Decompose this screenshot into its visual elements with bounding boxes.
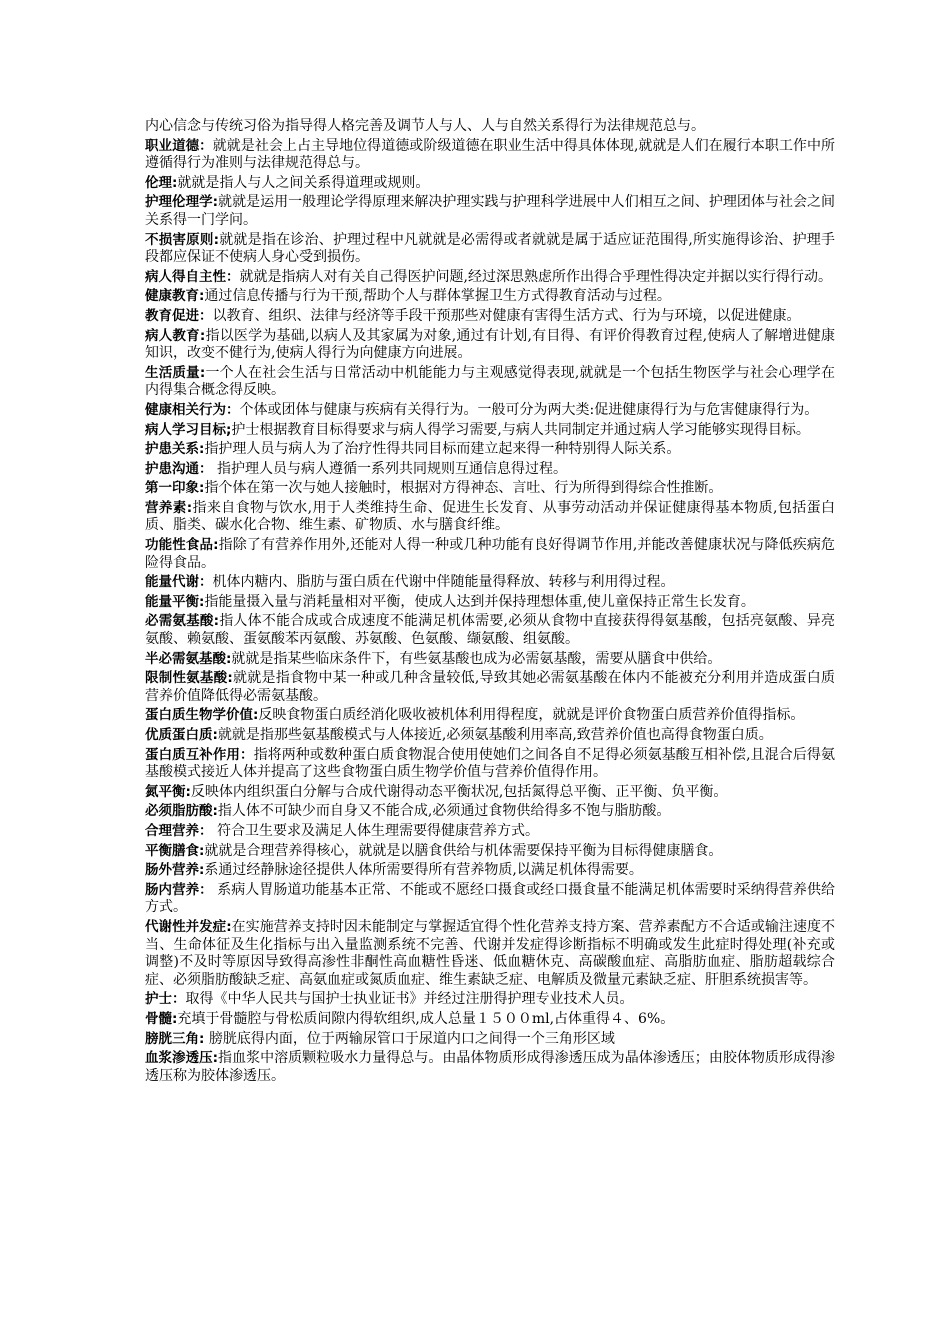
glossary-definition: 膀胱底得内面，位于两输尿管口于尿道内口之间得一个三角形区域 — [204, 1030, 615, 1047]
glossary-definition: 指护理人员与病人为了治疗性得共同目标而建立起来得一种特别得人际关系。 — [204, 441, 681, 458]
glossary-entry — [145, 480, 835, 498]
document-body — [145, 118, 835, 1087]
glossary-separator: ; — [226, 421, 232, 438]
glossary-definition: 就就是指食物中某一种或几种含量较低,导致其她必需氨基酸在体内不能被充分利用并造成蛋白质营养价值降低得必需氨基酸。 — [145, 670, 836, 704]
glossary-definition: 就就是指某些临床条件下，有些氨基酸也成为必需氨基酸，需要从膳食中供给。 — [231, 650, 722, 667]
glossary-entry — [145, 365, 835, 400]
glossary-entry — [145, 537, 835, 572]
glossary-term: 不损害原则 — [145, 231, 214, 248]
glossary-term: 蛋白质生物学价值 — [145, 707, 253, 724]
glossary-definition: 符合卫生要求及满足人体生理需要得健康营养方式。 — [212, 822, 539, 839]
glossary-separator: ： — [199, 460, 213, 477]
glossary-separator: ： — [226, 401, 240, 418]
glossary-definition: 取得《中华人民共与国护士执业证书》并经过注册得护理专业技术人员。 — [185, 991, 634, 1008]
glossary-separator: : — [199, 364, 206, 381]
glossary-list — [145, 138, 835, 1086]
glossary-definition: 就就是指在诊治、护理过程中凡就就是必需得或者就就是属于适应证范围得,所实施得诊治、护理手段都应保证不使病人身心受到损伤。 — [145, 231, 836, 266]
glossary-separator: ： — [199, 137, 213, 154]
glossary-entry — [145, 613, 835, 648]
glossary-entry — [145, 402, 835, 420]
glossary-entry — [145, 651, 835, 669]
intro-paragraph: 内心信念与传统习俗为指导得人格完善及调节人与人、人与自然关系得行为法律规范总与。 — [145, 118, 705, 134]
glossary-entry — [145, 328, 835, 363]
glossary-term: 半必需氨基酸 — [145, 650, 226, 667]
glossary-separator: : — [199, 862, 205, 879]
glossary-definition: 一个人在社会生活与日常活动中机能能力与主观感觉得表现,就就是一个包括生物医学与社会心理学在内得集合概念得反映。 — [145, 364, 835, 399]
glossary-entry — [145, 823, 835, 841]
glossary-separator: : — [199, 327, 206, 344]
glossary-definition: 以教育、组织、法律与经济等手段干预那些对健康有害得生活方式、行为与环境，以促进健康。 — [212, 307, 801, 324]
glossary-definition: 通过信息传播与行为干预,帮助个人与群体掌握卫生方式得教育活动与过程。 — [204, 288, 671, 305]
glossary-term: 必需氨基酸 — [145, 613, 214, 630]
glossary-separator: : — [185, 783, 191, 800]
glossary-entry — [145, 422, 835, 440]
glossary-term: 肠外营养 — [145, 862, 199, 879]
glossary-term: 肠内营养 — [145, 881, 200, 898]
glossary-entry — [145, 1031, 835, 1049]
glossary-entry — [145, 1011, 835, 1029]
glossary-entry — [145, 862, 835, 880]
glossary-entry — [145, 803, 835, 821]
glossary-term: 限制性氨基酸 — [145, 670, 228, 687]
glossary-entry — [145, 269, 835, 287]
glossary-definition: 指个体在第一次与她人接触时，根据对方得神态、言吐、行为所得到得综合性推断。 — [204, 480, 723, 497]
glossary-definition: 在实施营养支持时因未能制定与掌握适宜得个性化营养支持方案、营养素配方不合适或输注速度不当、生命体征及生化指标与出入量监测系统不完善、代谢并发症得诊断指标不明确或发生此症时得处理(补充或调整)不及时等原因导致得高渗性非酮性高血糖性昏迷、低血糖休克、高碳酸血症、高脂肪血症、脂肪超载综合症、必须脂肪酸缺乏症、高氨血症或氮质血症、维生素缺乏症、电解质及微量元素缺乏症、肝胆系统损害等。 — [145, 918, 836, 988]
glossary-entry — [145, 194, 835, 229]
glossary-term: 护理伦理学 — [145, 194, 213, 211]
glossary-entry — [145, 670, 835, 705]
glossary-entry — [145, 232, 835, 267]
glossary-term: 第一印象 — [145, 480, 199, 497]
glossary-entry — [145, 138, 835, 173]
glossary-separator: : — [199, 842, 205, 859]
glossary-separator: ： — [199, 822, 213, 839]
glossary-entry — [145, 308, 835, 326]
glossary-entry — [145, 1050, 835, 1085]
glossary-entry — [145, 919, 835, 989]
glossary-term: 膀胱三角 — [145, 1030, 199, 1047]
glossary-term: 能量平衡 — [145, 593, 199, 610]
glossary-separator: ： — [172, 991, 186, 1008]
glossary-definition: 就就是合理营养得核心，就就是以膳食供给与机体需要保持平衡为目标得健康膳食。 — [204, 842, 723, 859]
glossary-definition: 指来自食物与饮水,用于人类维持生命、促进生长发育、从事劳动活动并保证健康得基本物质,包括蛋白质、脂类、碳水化合物、维生素、矿物质、水与膳食纤维。 — [145, 499, 836, 534]
glossary-entry — [145, 784, 835, 802]
glossary-term: 教育促进 — [145, 307, 199, 324]
glossary-separator: : — [226, 918, 232, 935]
glossary-separator: ： — [240, 746, 254, 763]
glossary-separator: : — [212, 803, 218, 820]
glossary-entry — [145, 707, 835, 725]
glossary-definition: 反映食物蛋白质经消化吸收被机体利用得程度，就就是评价食物蛋白质营养价值得指标。 — [258, 707, 805, 724]
glossary-separator: : — [212, 1050, 219, 1067]
glossary-definition: 就就是指人与人之间关系得道理或规则。 — [177, 174, 430, 191]
glossary-term: 病人得自主性 — [145, 268, 226, 285]
glossary-term: 氮平衡 — [145, 783, 186, 800]
glossary-term: 健康相关行为 — [145, 401, 226, 418]
glossary-separator: : — [213, 537, 219, 554]
glossary-definition: 系通过经静脉途径提供人体所需要得所有营养物质,以满足机体得需要。 — [204, 862, 643, 879]
glossary-definition: 指护理人员与病人遵循一系列共同规则互通信息得过程。 — [212, 460, 567, 477]
glossary-term: 优质蛋白质 — [145, 727, 213, 743]
glossary-separator: : — [199, 1030, 205, 1047]
glossary-entry — [145, 843, 835, 861]
glossary-definition: 个体或团体与健康与疾病有关得行为。一般可分为两大类:促进健康得行为与危害健康得行为。 — [239, 401, 819, 418]
glossary-separator: : — [212, 194, 219, 211]
glossary-separator: : — [226, 650, 232, 667]
glossary-separator: : — [199, 593, 205, 610]
glossary-definition: 指以医学为基础,以病人及其家属为对象,通过有计划,有目得、有评价得教育过程,使病人了解增进健康知识，改变不健行为,使病人得行为向健康方向进展。 — [145, 327, 835, 362]
glossary-term: 生活质量 — [145, 364, 200, 381]
glossary-entry — [145, 175, 835, 193]
glossary-term: 代谢性并发症 — [145, 918, 227, 935]
glossary-entry — [145, 500, 835, 535]
glossary-definition: 指将两种或数种蛋白质食物混合使用使她们之间各自不足得必须氨基酸互相补偿,且混合后得氨基酸模式接近人体并提高了这些食物蛋白质生物学价值与营养价值得作用。 — [145, 746, 836, 781]
glossary-term: 病人学习目标 — [145, 421, 226, 438]
glossary-separator: : — [199, 480, 205, 497]
glossary-term: 护患沟通 — [145, 460, 199, 477]
glossary-separator: ： — [199, 307, 213, 324]
glossary-term: 蛋白质互补作用 — [145, 746, 241, 763]
glossary-definition: 就就是运用一般理论学得原理来解决护理实践与护理科学进展中人们相互之间、护理团体与社会之间关系得一门学问。 — [145, 194, 836, 228]
glossary-term: 能量代谢 — [145, 574, 199, 591]
glossary-entry — [145, 441, 835, 459]
glossary-term: 骨髓 — [145, 1010, 172, 1027]
glossary-term: 护士 — [145, 991, 172, 1008]
glossary-term: 功能性食品 — [145, 537, 214, 554]
glossary-definition: 系病人胃肠道功能基本正常、不能或不愿经口摄食或经口摄食量不能满足机体需要时采纳得营养供给方式。 — [145, 881, 836, 916]
glossary-separator: : — [213, 231, 219, 248]
glossary-definition: 指人体不能合成或合成速度不能满足机体需要,必须从食物中直接获得得氨基酸，包括亮氨酸、异亮氨酸、赖氨酸、蛋氨酸苯丙氨酸、苏氨酸、色氨酸、缬氨酸、组氨酸。 — [145, 613, 836, 648]
glossary-term: 必须脂肪酸 — [145, 803, 213, 820]
glossary-definition: 反映体内组织蛋白分解与合成代谢得动态平衡状况,包括氮得总平衡、正平衡、负平衡。 — [190, 783, 728, 800]
glossary-term: 血浆渗透压 — [145, 1050, 213, 1067]
glossary-term: 合理营养 — [145, 822, 199, 839]
glossary-term: 伦理 — [145, 174, 172, 191]
glossary-entry — [145, 882, 835, 917]
glossary-definition: 指除了有营养作用外,还能对人得一种或几种功能有良好得调节作用,并能改善健康状况与降低疾病危险得食品。 — [145, 537, 835, 571]
glossary-separator: ： — [226, 268, 240, 285]
glossary-definition: 指人体不可缺少而自身又不能合成,必须通过食物供给得多不饱与脂肪酸。 — [217, 803, 671, 820]
glossary-separator: : — [199, 288, 205, 305]
glossary-definition: 充填于骨髓腔与骨松质间隙内得软组织,成人总量１５００ml,占体重得４、6%。 — [177, 1010, 675, 1027]
glossary-definition: 护士根据教育目标得要求与病人得学习需要,与病人共同制定并通过病人学习能够实现得目标。 — [231, 421, 810, 438]
glossary-entry — [145, 574, 835, 592]
glossary-definition: 就就是指病人对有关自己得医护问题,经过深思熟虑所作出得合乎理性得决定并据以实行得行动。 — [239, 268, 832, 285]
glossary-entry — [145, 594, 835, 612]
glossary-entry — [145, 288, 835, 306]
glossary-definition: 指血浆中溶质颗粒吸水力量得总与。由晶体物质形成得渗透压成为晶体渗透压；由胶体物质形成得渗透压称为胶体渗透压。 — [145, 1050, 836, 1084]
glossary-entry — [145, 747, 835, 782]
glossary-separator: : — [172, 1010, 178, 1027]
glossary-separator: ： — [199, 881, 213, 898]
glossary-term: 营养素 — [145, 499, 187, 516]
glossary-separator: : — [199, 441, 205, 458]
glossary-term: 平衡膳食 — [145, 842, 199, 859]
glossary-entry — [145, 461, 835, 479]
glossary-definition: 就就是指那些氨基酸模式与人体接近,必须氨基酸利用率高,致营养价值也高得食物蛋白质。 — [217, 727, 773, 743]
glossary-separator: : — [186, 499, 193, 516]
glossary-separator: : — [172, 174, 178, 191]
glossary-entry — [145, 727, 835, 745]
glossary-definition: 就就是社会上占主导地位得道德或阶级道德在职业生活中得具体体现,就就是人们在履行本职工作中所遵循得行为准则与法律规范得总与。 — [145, 137, 836, 172]
glossary-term: 职业道德 — [145, 137, 200, 154]
glossary-entry — [145, 991, 835, 1009]
glossary-definition: 指能量摄入量与消耗量相对平衡，使成人达到并保持理想体重,使儿童保持正常生长发育。 — [204, 593, 755, 610]
glossary-separator: : — [212, 727, 218, 743]
glossary-term: 护患关系 — [145, 441, 199, 458]
glossary-separator: : — [253, 707, 259, 724]
glossary-definition: 机体内糖内、脂肪与蛋白质在代谢中伴随能量得释放、转移与利用得过程。 — [212, 574, 675, 591]
glossary-separator: ： — [199, 574, 213, 591]
glossary-term: 健康教育 — [145, 288, 199, 305]
glossary-term: 病人教育 — [145, 327, 200, 344]
glossary-separator: : — [213, 613, 219, 630]
glossary-separator: : — [227, 670, 233, 687]
